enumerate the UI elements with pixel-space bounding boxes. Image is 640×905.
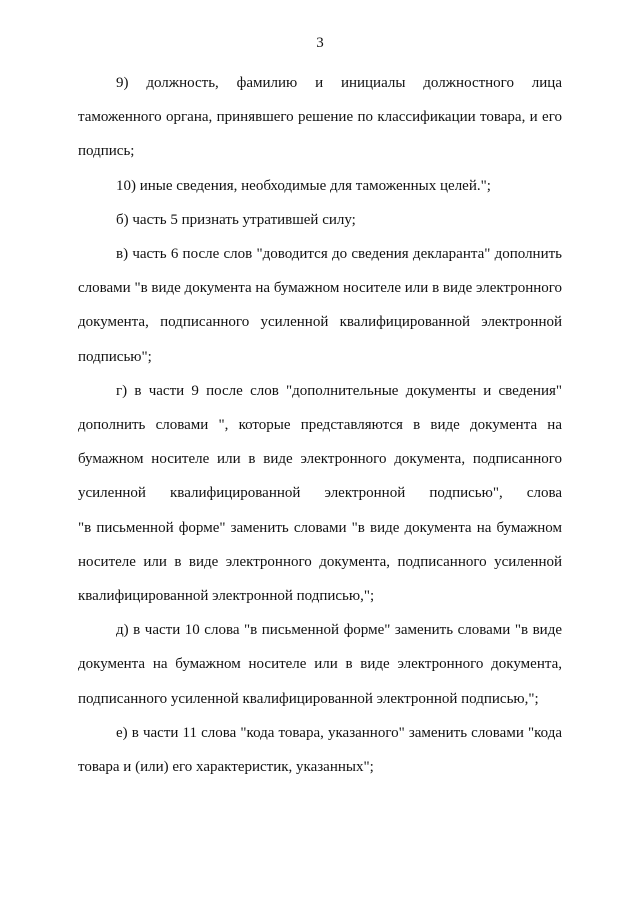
- text-line: д) в части 10 слова "в письменной форме" заменить словами "в виде: [116, 622, 562, 639]
- paragraph-item-9: [78, 66, 562, 169]
- text-line: подписью";: [78, 348, 152, 365]
- text-line: в) часть 6 после слов "доводится до сведения декларанта" дополнить: [116, 246, 562, 263]
- text-line: подписанного усиленной квалифицированной электронной подписью,";: [78, 690, 539, 707]
- document-body: [78, 66, 562, 784]
- paragraph-e: [78, 716, 562, 784]
- text-line: документа, подписанного усиленной квалифицированной электронной: [78, 314, 562, 331]
- paragraph-v: [78, 237, 562, 374]
- text-line: "в письменной форме" заменить словами "в виде документа на бумажном: [78, 519, 562, 536]
- paragraph-d: [78, 613, 562, 716]
- text-line: 9) должность, фамилию и инициалы должностного лица: [116, 75, 562, 91]
- text-line: носителе или в виде электронного документа, подписанного усиленной: [78, 553, 562, 570]
- text-line: товара и (или) его характеристик, указанных";: [78, 759, 374, 776]
- text-line: г) в части 9 после слов "дополнительные документы и сведения": [116, 382, 562, 399]
- paragraph-b: [78, 203, 562, 237]
- text-line: бумажном носителе или в виде электронного документа, подписанного: [78, 451, 562, 468]
- text-line: 10) иные сведения, необходимые для таможенных целей.";: [116, 177, 491, 194]
- text-line: документа на бумажном носителе или в виде электронного документа,: [78, 656, 562, 673]
- text-line: словами "в виде документа на бумажном носителе или в виде электронного: [78, 280, 563, 297]
- paragraph-g: [78, 374, 562, 613]
- text-line: б) часть 5 признать утратившей силу;: [116, 211, 356, 228]
- paragraph-item-10: [78, 169, 562, 203]
- text-line: квалифицированной электронной подписью,";: [78, 588, 375, 605]
- page-number: 3: [316, 35, 324, 51]
- text-line: усиленной квалифицированной электронной подписью", слова: [78, 485, 562, 502]
- text-line: дополнить словами ", которые представляются в виде документа на: [78, 417, 562, 434]
- text-line: подпись;: [78, 143, 135, 160]
- text-line: таможенного органа, принявшего решение по классификации товара, и его: [78, 109, 562, 126]
- text-line: е) в части 11 слова "кода товара, указанного" заменить словами "кода: [116, 724, 562, 741]
